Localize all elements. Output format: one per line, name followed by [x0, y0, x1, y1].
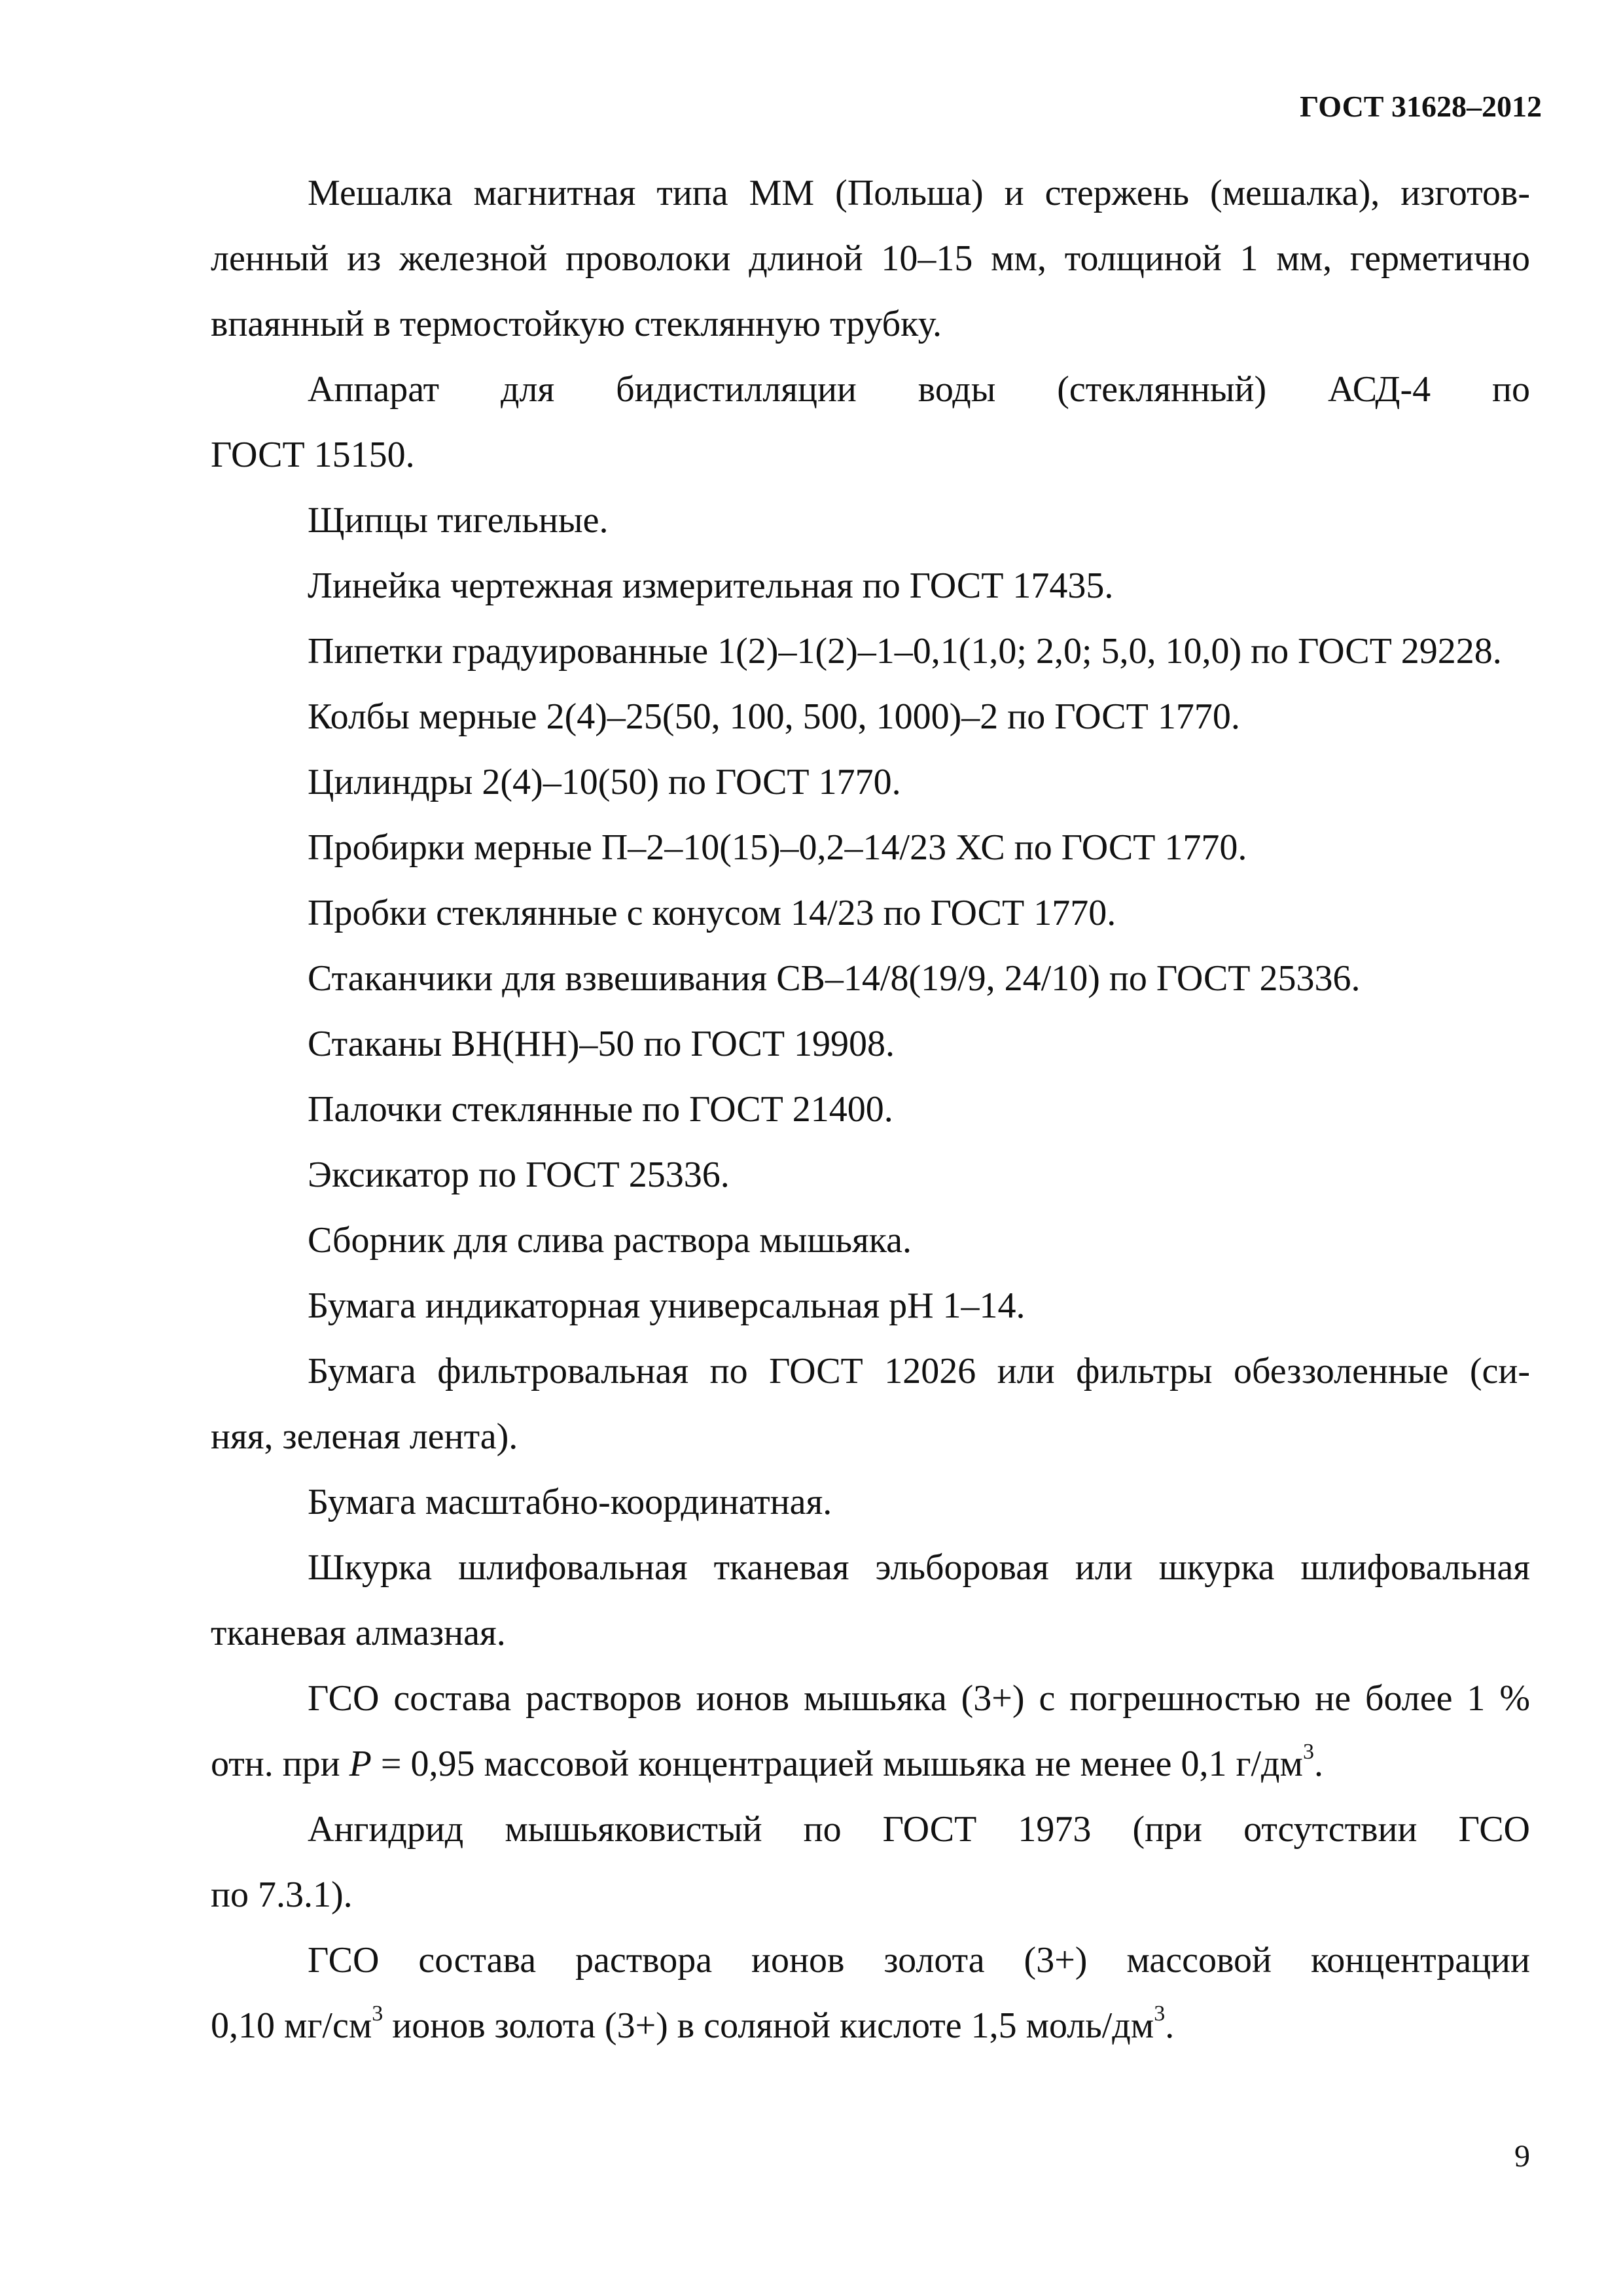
- text-fragment: ионов золота (3+) в соляной кислоте 1,5 моль/дм: [383, 2005, 1154, 2046]
- document-body: [211, 160, 1530, 2058]
- paragraph-arsenic-standard: ГСО состава растворов ионов мышьяка (3+) с погрешностью не более 1 %: [308, 1678, 1530, 1719]
- paragraph-arsenic-anhydride-end: по 7.3.1).: [211, 1874, 353, 1915]
- paragraph-arsenic-anhydride: Ангидрид мышьяковистый по ГОСТ 1973 (при отсутствии ГСО: [308, 1809, 1530, 1850]
- text-fragment: .: [1313, 1744, 1323, 1784]
- text-fragment: .: [1165, 2005, 1175, 2046]
- paragraph-weighing-cups: Стаканчики для взвешивания СВ–14/8(19/9, 24/10) по ГОСТ 25336.: [308, 958, 1361, 999]
- text-fragment: = 0,95 массовой концентрацией мышьяка не менее 0,1 г/дм: [371, 1744, 1303, 1784]
- paragraph-beakers: Стаканы ВН(НН)–50 по ГОСТ 19908.: [308, 1024, 895, 1064]
- paragraph-tongs: Щипцы тигельные.: [308, 500, 609, 541]
- superscript: 3: [372, 2001, 383, 2026]
- paragraph-flasks: Колбы мерные 2(4)–25(50, 100, 500, 1000)–2 по ГОСТ 1770.: [308, 696, 1240, 737]
- paragraph-sandpaper-end: тканевая алмазная.: [211, 1613, 506, 1653]
- paragraph-glass-rods: Палочки стеклянные по ГОСТ 21400.: [308, 1089, 893, 1130]
- paragraph-stirrer-end: впаянный в термостойкую стеклянную трубку.: [211, 304, 942, 344]
- paragraph-distiller: Аппарат для бидистилляции воды (стеклянный) АСД-4 по: [308, 369, 1530, 410]
- paragraph-ph-paper: Бумага индикаторная универсальная рН 1–14.: [308, 1285, 1026, 1326]
- superscript: 3: [1302, 1740, 1314, 1764]
- paragraph-ruler: Линейка чертежная измерительная по ГОСТ 17435.: [308, 565, 1114, 606]
- paragraph-gold-standard: ГСО состава раствора ионов золота (3+) массовой концентрации: [308, 1940, 1530, 1981]
- paragraph-distiller-end: ГОСТ 15150.: [211, 435, 415, 475]
- page-number: 9: [1514, 2139, 1530, 2174]
- paragraph-graph-paper: Бумага масштабно-координатная.: [308, 1482, 832, 1522]
- paragraph-filter-paper-end: няя, зеленая лента).: [211, 1416, 518, 1457]
- paragraph-stirrer-cont: ленный из железной проволоки длиной 10–15 мм, толщиной 1 мм, герметично: [211, 238, 1530, 279]
- paragraph-stirrer: Мешалка магнитная типа ММ (Польша) и стержень (мешалка), изготов-: [308, 173, 1530, 213]
- variable-p: Р: [349, 1744, 372, 1784]
- paragraph-gold-standard-end: [211, 1993, 1530, 2058]
- paragraph-filter-paper: Бумага фильтровальная по ГОСТ 12026 или фильтры обеззоленные (си-: [308, 1351, 1530, 1391]
- text-fragment: отн. при: [211, 1744, 349, 1784]
- paragraph-desiccator: Эксикатор по ГОСТ 25336.: [308, 1155, 730, 1195]
- paragraph-pipettes: Пипетки градуированные 1(2)–1(2)–1–0,1(1,0; 2,0; 5,0, 10,0) по ГОСТ 29228.: [308, 631, 1502, 672]
- paragraph-tubes: Пробирки мерные П–2–10(15)–0,2–14/23 ХС по ГОСТ 1770.: [308, 827, 1247, 868]
- paragraph-cylinders: Цилиндры 2(4)–10(50) по ГОСТ 1770.: [308, 762, 901, 802]
- paragraph-stoppers: Пробки стеклянные с конусом 14/23 по ГОСТ 1770.: [308, 893, 1116, 933]
- paragraph-sandpaper: Шкурка шлифовальная тканевая эльборовая или шкурка шлифовальная: [308, 1547, 1530, 1588]
- paragraph-collector: Сборник для слива раствора мышьяка.: [308, 1220, 912, 1261]
- superscript: 3: [1154, 2001, 1166, 2026]
- text-fragment: 0,10 мг/см: [211, 2005, 372, 2046]
- paragraph-arsenic-standard-end: [211, 1731, 1530, 1797]
- document-code-header: ГОСТ 31628–2012: [1300, 90, 1542, 123]
